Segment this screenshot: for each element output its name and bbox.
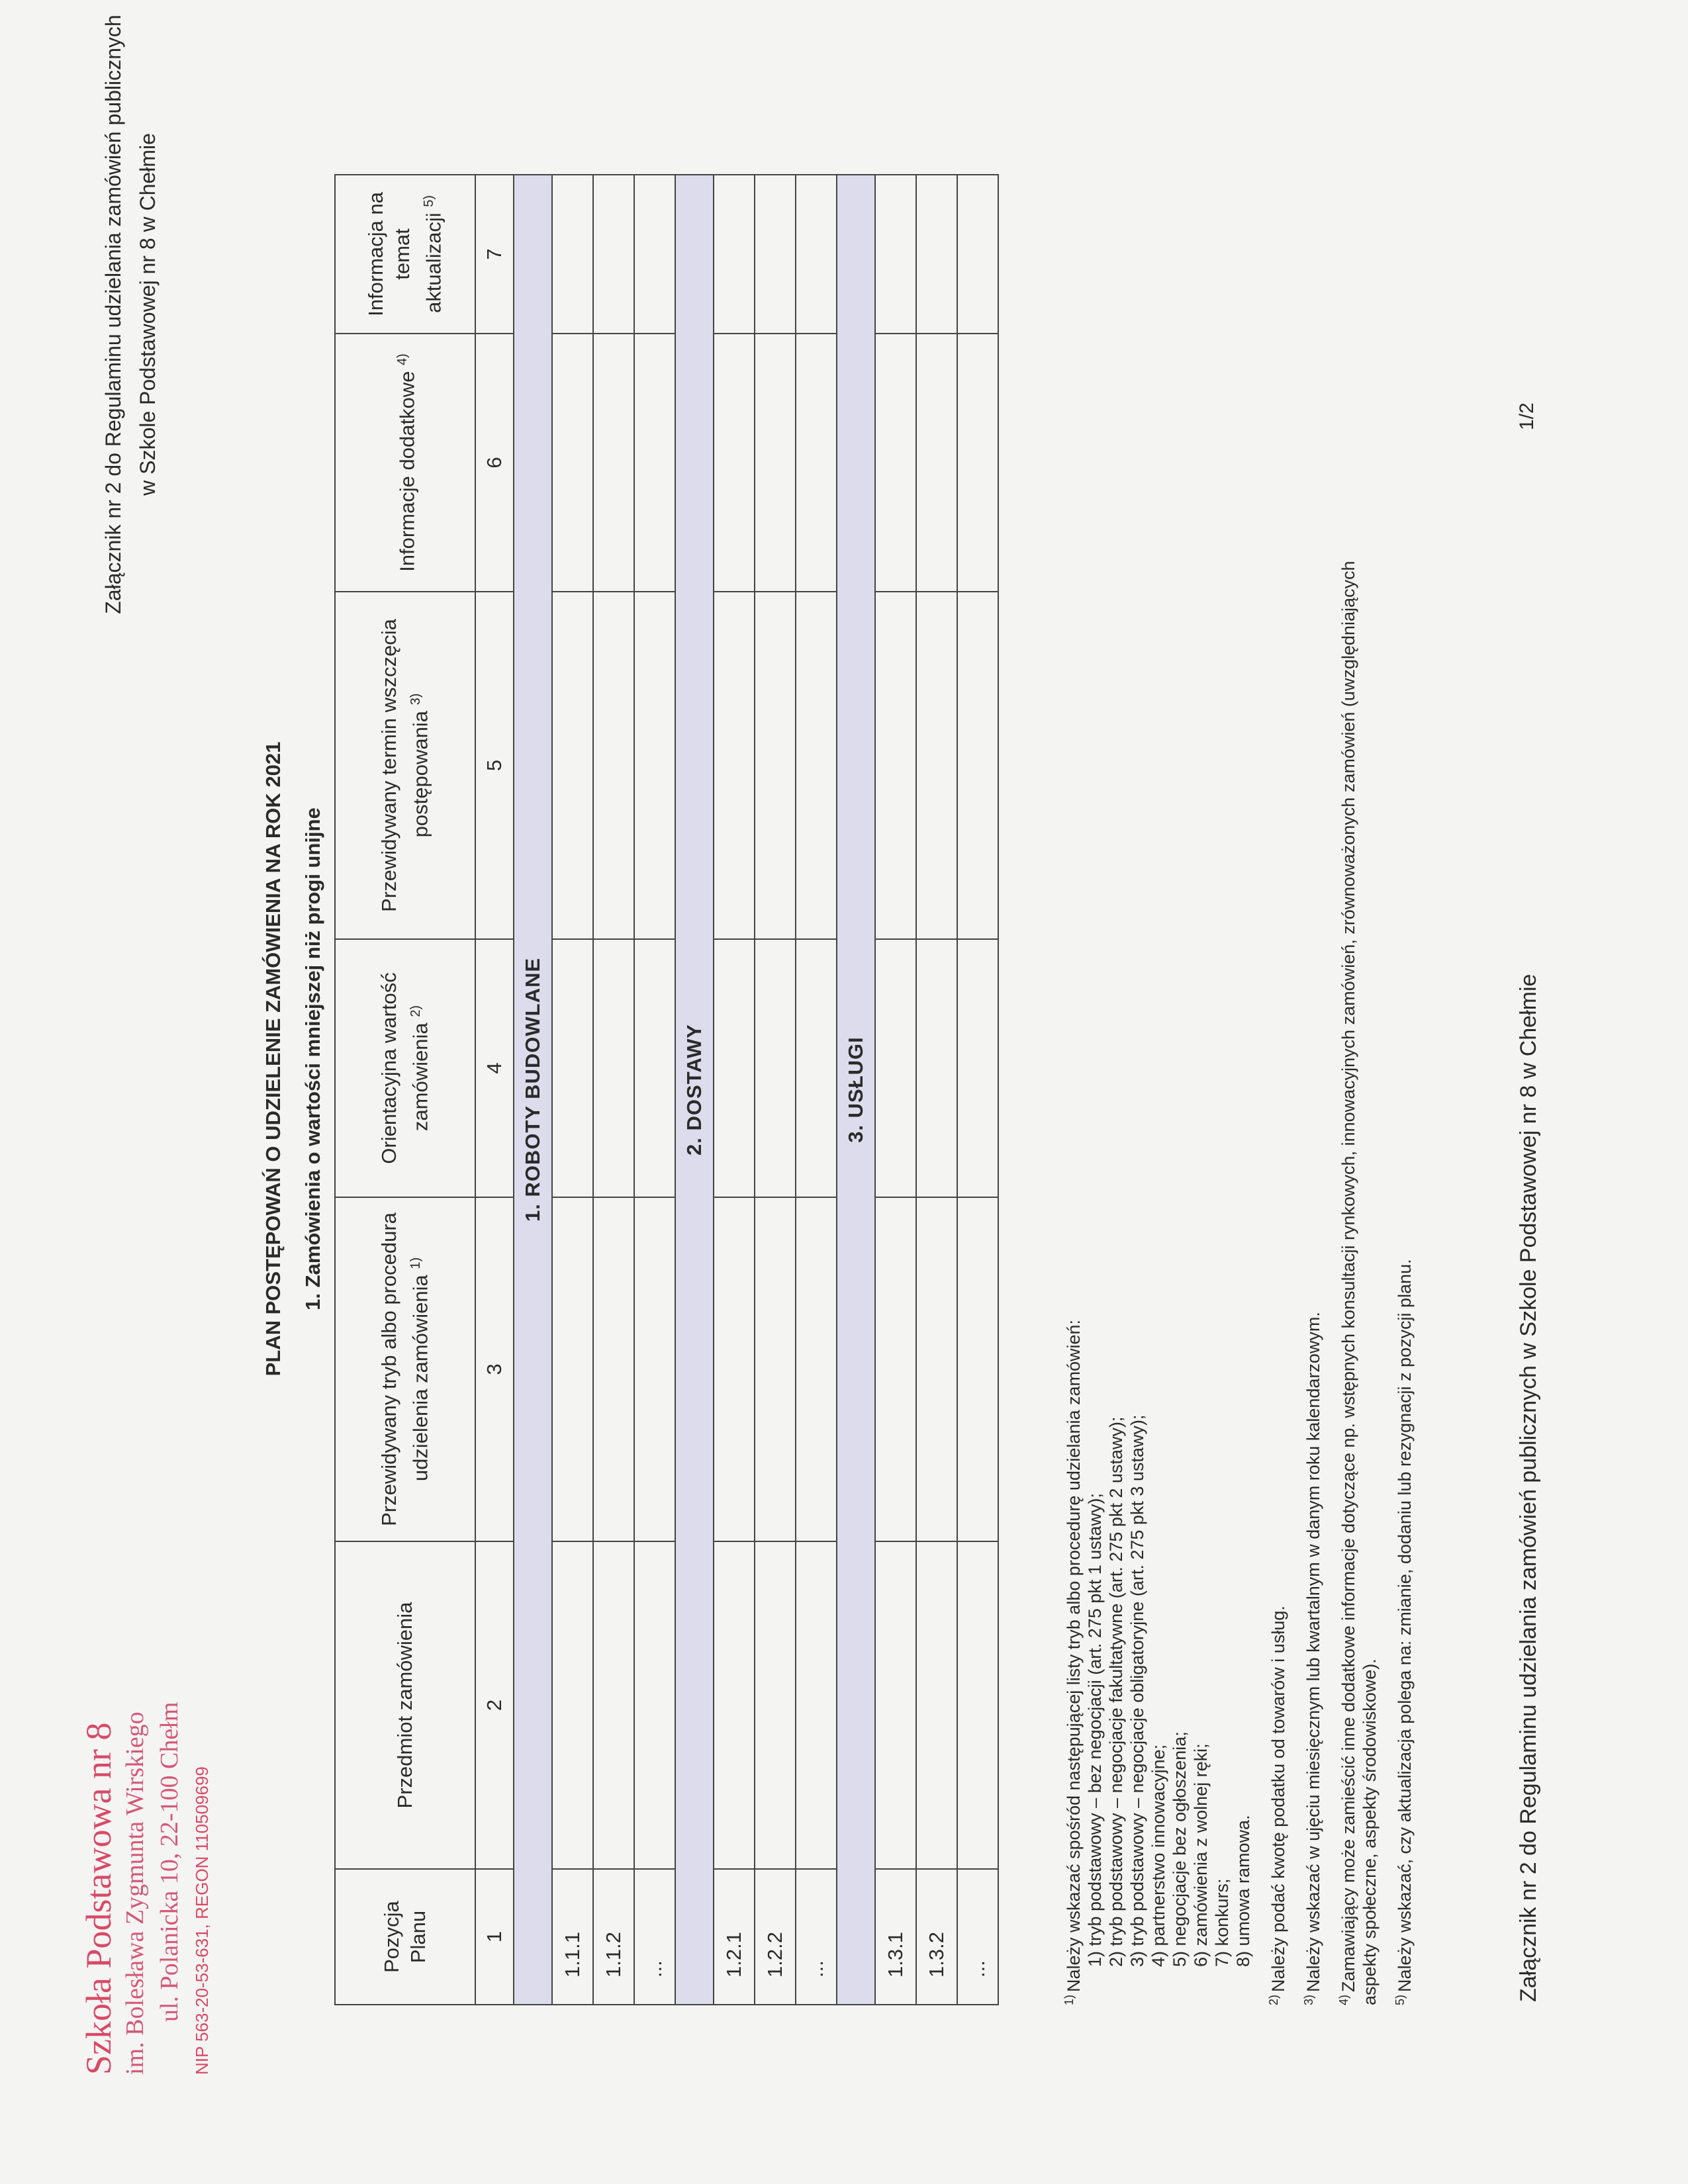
header-cell: Informacje dodatkowe $^{4)}$ xyxy=(335,334,475,592)
table-row xyxy=(916,175,957,2005)
page-subtitle: 1. Zamówienia o wartości mniejszej niż progi unijne xyxy=(301,807,324,1310)
column-number-row xyxy=(475,175,514,2005)
header-cell: Pozycja Planu xyxy=(335,1869,475,2005)
procurement-plan-table xyxy=(334,174,999,2005)
column-number: 1 xyxy=(475,1869,514,2005)
page-title: PLAN POSTĘPOWAŃ O UDZIELENIE ZAMÓWIENIA NA ROK 2021 xyxy=(261,741,285,1377)
position-cell: 1.3.2 xyxy=(916,1869,957,2005)
position-cell: 1.1.2 xyxy=(593,1869,634,2005)
section-row-supplies xyxy=(675,175,714,2005)
position-cell: 1.2.2 xyxy=(755,1869,796,2005)
position-cell: 1.1.1 xyxy=(552,1869,593,2005)
table-row xyxy=(796,175,837,2005)
header-cell: Przewidywany tryb albo procedura udzielenia zamówienia $^{1)}$ xyxy=(335,1197,475,1541)
section-label: 2. DOSTAWY xyxy=(675,175,714,2005)
footnote-1-item: 3) tryb podstawowy – negocjacje obligatoryjne (art. 275 pkt 3 ustawy); xyxy=(1127,1414,1147,1967)
annex-line-2: w Szkole Podstawowej nr 8 w Chełmie xyxy=(136,133,160,496)
column-number: 7 xyxy=(475,175,514,334)
column-number: 6 xyxy=(475,334,514,592)
footnote-1-item: 2) tryb podstawowy – negocjacje fakultatywne (art. 275 pkt 2 ustawy); xyxy=(1106,1416,1126,1967)
section-row-works xyxy=(514,175,552,2005)
footnote-1-item: 4) partnerstwo innowacyjne; xyxy=(1149,1744,1168,1967)
page-number: 1/2 xyxy=(1516,402,1538,430)
table-row xyxy=(875,175,916,2005)
header-cell: Przedmiot zamówienia xyxy=(335,1541,475,1869)
header-cell: Orientacyjna wartość zamówienia $^{2)}$ xyxy=(335,939,475,1197)
column-number: 3 xyxy=(475,1197,514,1541)
position-cell: ... xyxy=(796,1869,837,2005)
table-row xyxy=(552,175,593,2005)
footnote-1-item: 7) konkurs; xyxy=(1212,1878,1232,1967)
school-name: Szkoła Podstawowa nr 8 xyxy=(79,1722,118,2075)
school-patron: im. Bolesława Zygmunta Wirskiego xyxy=(121,1711,149,2075)
footnote-3: $^{3)}$Należy wskazać w ujęciu miesięcznym lub kwartalnym w danym roku kalendarzowym. xyxy=(1302,1312,1323,2005)
header-cell: Przewidywany termin wszczęcia postępowania $^{3)}$ xyxy=(335,592,475,939)
header-cell: Informacja na temat aktualizacji $^{5)}$ xyxy=(335,175,475,334)
footnote-1-item: 1) tryb podstawowy – bez negocjacji (art. 275 pkt 1 ustawy); xyxy=(1085,1493,1105,1967)
school-ids: NIP 563-20-53-631, REGON 110509699 xyxy=(192,1766,212,2075)
position-cell: 1.3.1 xyxy=(875,1869,916,2005)
position-cell: 1.2.1 xyxy=(714,1869,755,2005)
footnote-1: $^{1)}$Należy wskazać spośród następującej listy tryb albo procedurę udzielania zamówień: xyxy=(1062,1319,1084,2005)
table-row xyxy=(755,175,796,2005)
section-label: 1. ROBOTY BUDOWLANE xyxy=(514,175,552,2005)
page-footer: Załącznik nr 2 do Regulaminu udzielania zamówień publicznych w Szkole Podstawowej nr 8 w Chełmie xyxy=(1516,974,1541,2002)
table-header-row xyxy=(335,175,475,2005)
table-row xyxy=(593,175,634,2005)
position-cell: ... xyxy=(634,1869,675,2005)
annex-note xyxy=(96,0,165,695)
table-row xyxy=(634,175,675,2005)
table-row xyxy=(957,175,998,2005)
column-number: 2 xyxy=(475,1541,514,1869)
footnote-2: $^{2)}$Należy podać kwotę podatku od towarów i usług. xyxy=(1267,1606,1288,2005)
footnote-4: $^{4)}$Zamawiający może zamieścić inne dodatkowe informacje dotyczące np. wstępnych konsultacji rynkowych, innowacyjnych zamówień, zrównoważonych zamówień (uwzględniających aspekty społeczne, aspekty środowiskowe). xyxy=(1337,561,1380,2005)
footnote-1-item: 5) negocjacje bez ogłoszenia; xyxy=(1170,1731,1190,1967)
section-row-services xyxy=(837,175,875,2005)
position-cell: ... xyxy=(957,1869,998,2005)
table-row xyxy=(714,175,755,2005)
annex-line-1: Załącznik nr 2 do Regulaminu udzielania zamówień publicznych xyxy=(101,15,125,614)
column-number: 4 xyxy=(475,939,514,1197)
footnote-5: $^{5)}$Należy wskazać, czy aktualizacja polega na: zmianie, dodaniu lub rezygnacji z pozycji planu. xyxy=(1393,1259,1415,2005)
footnote-1-item: 6) zamówienia z wolnej ręki; xyxy=(1191,1743,1211,1967)
school-stamp xyxy=(79,1545,217,2075)
section-label: 3. USŁUGI xyxy=(837,175,875,2005)
school-address: ul. Polanicka 10, 22-100 Chełm xyxy=(156,1702,183,2022)
column-number: 5 xyxy=(475,592,514,939)
footnote-1-item: 8) umowa ramowa. xyxy=(1233,1815,1253,1967)
footnotes xyxy=(1049,549,1415,2005)
